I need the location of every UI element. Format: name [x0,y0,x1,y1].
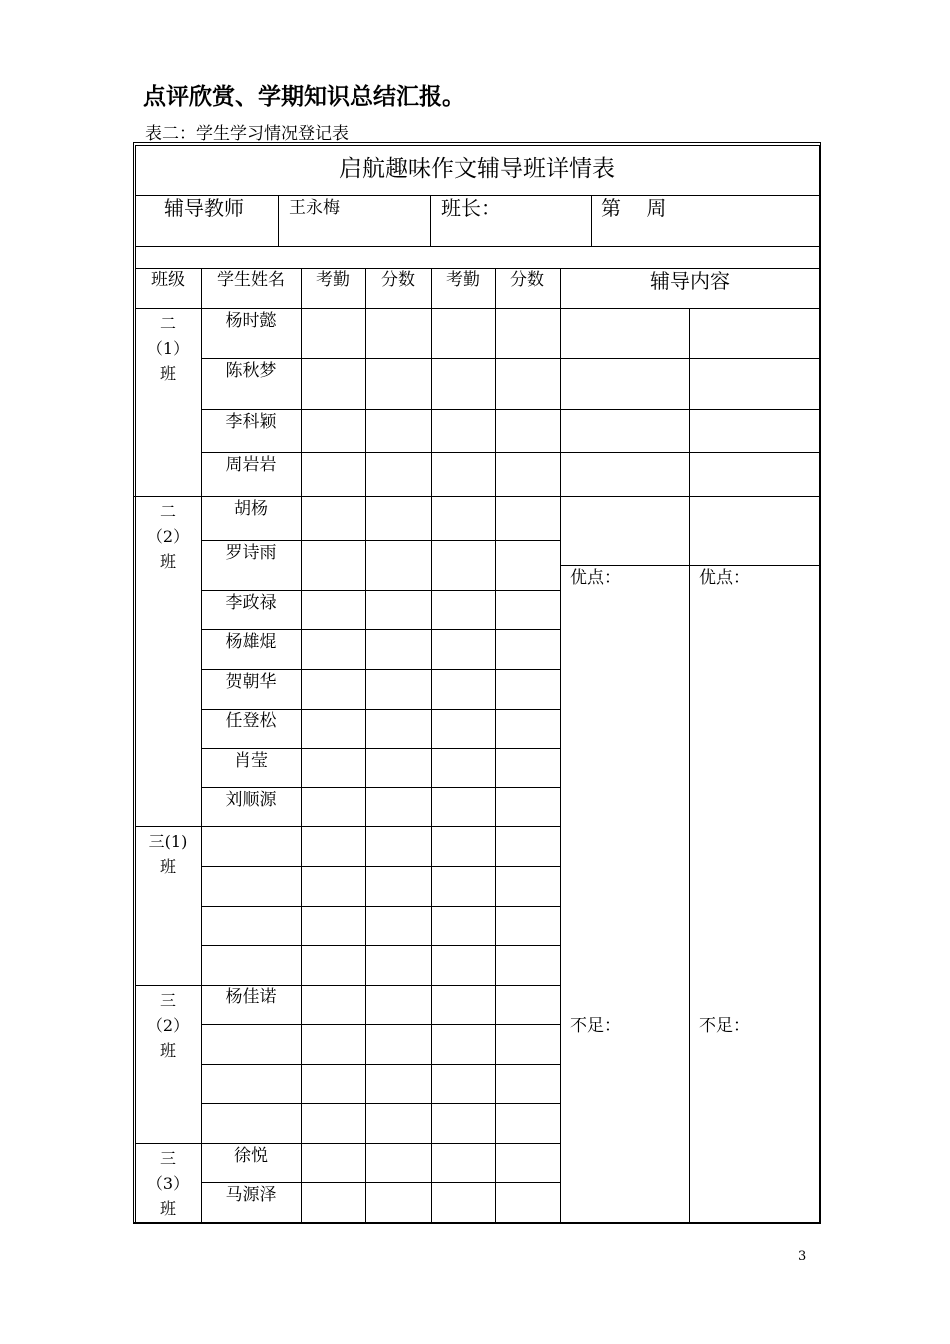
weakness-label-left: 不足： [570,1016,621,1036]
header-tutoring-content: 辅导内容 [650,269,730,293]
table-title: 启航趣味作文辅导班详情表 [339,156,615,182]
strengths-label-left: 优点： [570,568,621,588]
student-name: 李科颖 [225,412,277,432]
header-score-2: 分数 [510,270,544,290]
header-attendance-2: 考勤 [446,270,480,290]
student-name: 马源泽 [225,1185,277,1205]
header-student-name: 学生姓名 [217,270,285,290]
header-score-1: 分数 [381,270,415,290]
class-label-2-2: 二 （2） 班 [146,502,190,571]
student-name: 李政禄 [225,593,277,613]
student-name: 徐悦 [234,1146,268,1166]
student-name: 周岩岩 [225,455,277,475]
student-name: 陈秋梦 [225,361,277,381]
header-class: 班级 [151,270,185,290]
page-heading: 点评欣赏、学期知识总结汇报。 [143,84,465,110]
student-name: 肖莹 [234,751,268,771]
week-label: 第 周 [601,196,667,220]
student-name: 任登松 [225,711,277,731]
monitor-label: 班长： [441,196,501,220]
teacher-name: 王永梅 [289,198,340,218]
student-name: 胡杨 [234,499,268,519]
header-attendance-1: 考勤 [316,270,350,290]
page-number: 3 [798,1249,807,1264]
class-label-2-1: 二 （1） 班 [146,314,190,383]
table-caption: 表二：学生学习情况登记表 [145,124,349,144]
class-label-3-2: 三 （2） 班 [146,991,190,1060]
student-name: 杨佳诺 [225,987,277,1007]
student-name: 杨时懿 [225,311,277,331]
weakness-label-right: 不足： [699,1016,750,1036]
class-label-3-3: 三 （3） 班 [146,1149,190,1218]
class-label-3-1: 三(1) 班 [148,832,188,876]
strengths-label-right: 优点： [699,568,750,588]
student-name: 刘顺源 [225,790,277,810]
student-name: 罗诗雨 [225,543,277,563]
student-name: 贺朝华 [225,672,277,692]
student-name: 杨雄焜 [225,632,277,652]
teacher-label: 辅导教师 [164,196,244,220]
